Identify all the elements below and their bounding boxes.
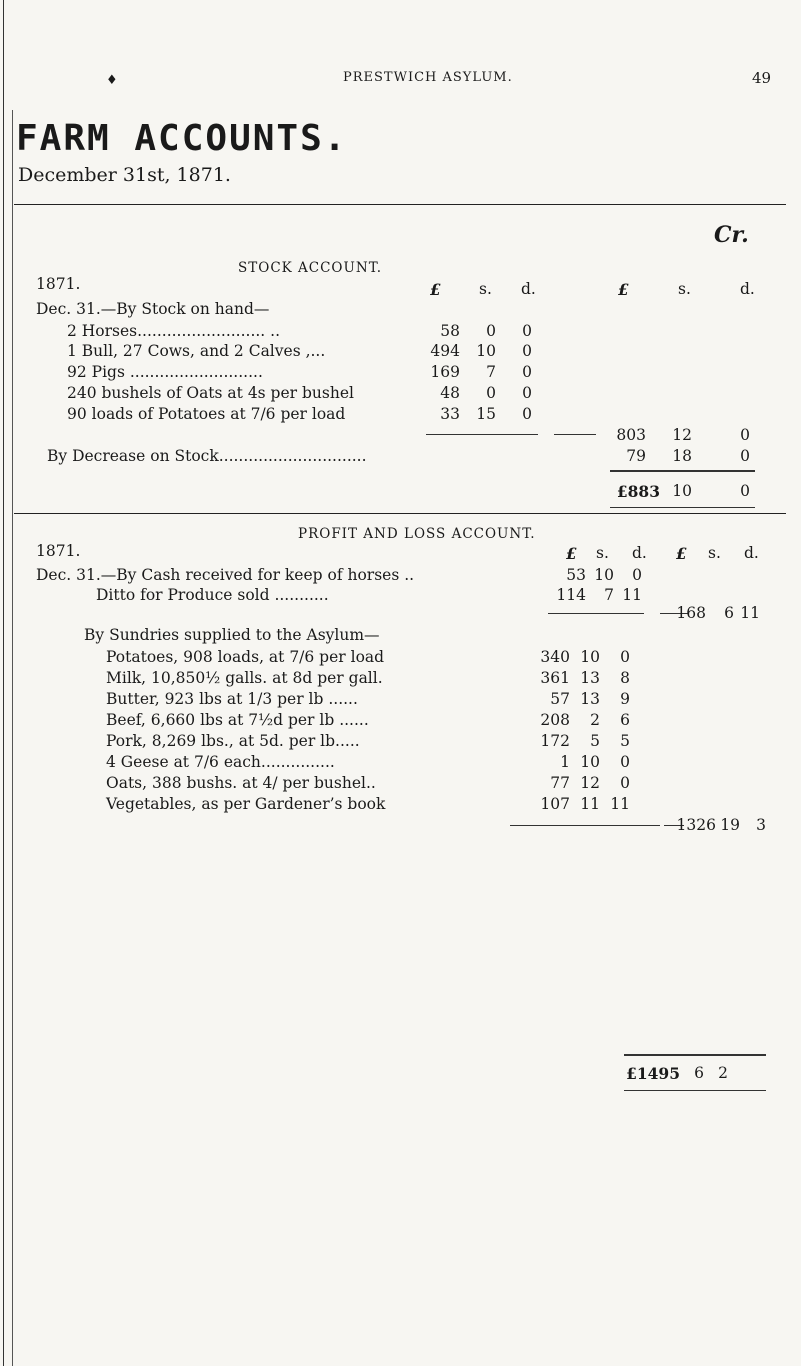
- stock-col2-s: s.: [678, 280, 691, 298]
- stock-col2-d: d.: [740, 280, 755, 298]
- pl-col2-d: d.: [744, 544, 759, 562]
- stock-item-pence: 0: [522, 384, 532, 402]
- stock-col-pound: £: [430, 280, 441, 299]
- stock-total-rule-top: [610, 470, 755, 472]
- pl-sundry-pence: 11: [610, 795, 630, 813]
- stock-col-s: s.: [479, 280, 492, 298]
- pl-sundry-shillings: 11: [580, 795, 600, 813]
- pl-sundry-pence: 0: [620, 753, 630, 771]
- stock-item-pence: 0: [522, 322, 532, 340]
- header-mark: ♦: [106, 73, 118, 88]
- pl-sundry-shillings: 10: [580, 753, 600, 771]
- pl-sundry-label: Vegetables, as per Gardener’s book: [106, 795, 386, 813]
- pl-sundry-pence: 6: [620, 711, 630, 729]
- pl-sundry-label: Milk, 10,850½ galls. at 8d per gall.: [106, 669, 383, 687]
- pl-receipts-total-pence: 11: [740, 604, 760, 622]
- pl-sundry-shillings: 13: [580, 690, 600, 708]
- pl-sundry-label: Beef, 6,660 lbs at 7½d per lb ......: [106, 711, 369, 729]
- pl-sundries-total-shillings: 19: [720, 816, 740, 834]
- stock-col-d: d.: [521, 280, 536, 298]
- stock-item-shillings: 15: [476, 405, 496, 423]
- pl-sundry-pounds: 361: [540, 669, 570, 687]
- stock-item-pence: 0: [522, 342, 532, 360]
- pl-year: 1871.: [36, 542, 81, 560]
- pl-grand-total-pounds: £1495: [626, 1064, 680, 1083]
- pl-sundry-shillings: 10: [580, 648, 600, 666]
- binding-edge-inner: [12, 110, 13, 1366]
- pl-sundries-heading: By Sundries supplied to the Asylum—: [84, 626, 380, 644]
- pl-sundry-pence: 8: [620, 669, 630, 687]
- pl-receipt-label: Ditto for Produce sold ...........: [96, 586, 329, 604]
- pl-receipts-rule: [548, 613, 644, 614]
- pl-receipt-label: Dec. 31.—By Cash received for keep of horses ..: [36, 566, 415, 584]
- stock-item-pence: 0: [522, 405, 532, 423]
- title-rule: [14, 204, 786, 205]
- pl-col2-pound: £: [676, 544, 687, 563]
- pl-receipt-pounds: 53: [566, 566, 586, 584]
- pl-receipt-pounds: 114: [556, 586, 586, 604]
- stock-subtotal-shillings: 12: [672, 426, 692, 444]
- page-number: 49: [752, 69, 772, 87]
- pl-sundry-pence: 9: [620, 690, 630, 708]
- pl-sundry-pounds: 172: [540, 732, 570, 750]
- pl-sundry-pounds: 57: [550, 690, 570, 708]
- pl-sundry-pounds: 107: [540, 795, 570, 813]
- pl-sundry-label: Oats, 388 bushs. at 4/ per bushel..: [106, 774, 376, 792]
- stock-item-label: 1 Bull, 27 Cows, and 2 Calves ,...: [67, 342, 326, 360]
- pl-col2-s: s.: [708, 544, 721, 562]
- pl-sundry-pounds: 208: [540, 711, 570, 729]
- stock-item-pounds: 494: [430, 342, 460, 360]
- pl-receipts-total-shillings: 6: [724, 604, 734, 622]
- pl-sundry-pounds: 340: [540, 648, 570, 666]
- pl-sundry-label: Potatoes, 908 loads, at 7/6 per load: [106, 648, 385, 666]
- stock-total-rule-bottom: [610, 507, 755, 508]
- stock-item-pence: 0: [522, 363, 532, 381]
- stock-decrease-pounds: 79: [626, 447, 646, 465]
- pl-grand-total-rule-bottom: [624, 1090, 766, 1091]
- pl-sundries-total-pounds: 1326: [676, 816, 716, 834]
- stock-item-pounds: 58: [440, 322, 460, 340]
- stock-item-pounds: 33: [440, 405, 460, 423]
- pl-sundry-label: Butter, 923 lbs at 1/3 per lb ......: [106, 690, 358, 708]
- binding-edge: [3, 0, 4, 1366]
- pl-sundry-pounds: 1: [560, 753, 570, 771]
- stock-item-label: 92 Pigs ...........................: [67, 363, 263, 381]
- stock-item-shillings: 10: [476, 342, 496, 360]
- pl-heading: PROFIT AND LOSS ACCOUNT.: [298, 526, 536, 542]
- pl-col-d: d.: [632, 544, 647, 562]
- stock-item-label: 240 bushels of Oats at 4s per bushel: [67, 384, 354, 402]
- section-rule: [14, 513, 786, 514]
- pl-sundry-shillings: 12: [580, 774, 600, 792]
- stock-sum-rule-2: [554, 434, 596, 435]
- stock-heading: STOCK ACCOUNT.: [238, 260, 383, 276]
- pl-receipt-pence: 11: [622, 586, 642, 604]
- page-title: FARM ACCOUNTS.: [16, 118, 348, 159]
- pl-sundry-label: 4 Geese at 7/6 each...............: [106, 753, 335, 771]
- stock-total-pounds: £883: [616, 482, 660, 501]
- page-subtitle: December 31st, 1871.: [18, 164, 231, 186]
- stock-item-pounds: 169: [430, 363, 460, 381]
- stock-sum-rule: [426, 434, 538, 435]
- pl-receipt-pence: 0: [632, 566, 642, 584]
- pl-sundry-shillings: 13: [580, 669, 600, 687]
- credit-mark: Cr.: [714, 222, 749, 248]
- pl-sundries-total-pence: 3: [756, 816, 766, 834]
- pl-receipts-total-pounds: 168: [676, 604, 706, 622]
- pl-receipt-shillings: 7: [604, 586, 614, 604]
- pl-sundry-pence: 0: [620, 648, 630, 666]
- stock-subtotal-pence: 0: [740, 426, 750, 444]
- stock-decrease-label: By Decrease on Stock..............................: [47, 447, 367, 465]
- pl-grand-total-rule-top: [624, 1054, 766, 1056]
- pl-col-pound: £: [566, 544, 577, 563]
- stock-item-label: 90 loads of Potatoes at 7/6 per load: [67, 405, 346, 423]
- stock-item-shillings: 7: [486, 363, 496, 381]
- pl-grand-total-shillings: 6: [694, 1064, 704, 1082]
- pl-sundry-pence: 0: [620, 774, 630, 792]
- stock-item-shillings: 0: [486, 322, 496, 340]
- pl-col-s: s.: [596, 544, 609, 562]
- stock-decrease-shillings: 18: [672, 447, 692, 465]
- stock-decrease-pence: 0: [740, 447, 750, 465]
- stock-subtotal-pounds: 803: [616, 426, 646, 444]
- pl-grand-total-pence: 2: [718, 1064, 728, 1082]
- stock-item-label: 2 Horses.......................... ..: [67, 322, 281, 340]
- pl-sundries-rule: [510, 825, 660, 826]
- stock-total-pence: 0: [740, 482, 750, 500]
- pl-sundry-shillings: 2: [590, 711, 600, 729]
- pl-sundry-pounds: 77: [550, 774, 570, 792]
- stock-item-shillings: 0: [486, 384, 496, 402]
- running-head: PRESTWICH ASYLUM.: [343, 70, 513, 85]
- stock-total-shillings: 10: [672, 482, 692, 500]
- pl-sundry-shillings: 5: [590, 732, 600, 750]
- stock-col2-pound: £: [618, 280, 629, 299]
- stock-year: 1871.: [36, 275, 81, 293]
- pl-sundry-label: Pork, 8,269 lbs., at 5d. per lb.....: [106, 732, 360, 750]
- pl-sundry-pence: 5: [620, 732, 630, 750]
- stock-date-line: Dec. 31.—By Stock on hand—: [36, 300, 270, 318]
- pl-receipt-shillings: 10: [594, 566, 614, 584]
- stock-item-pounds: 48: [440, 384, 460, 402]
